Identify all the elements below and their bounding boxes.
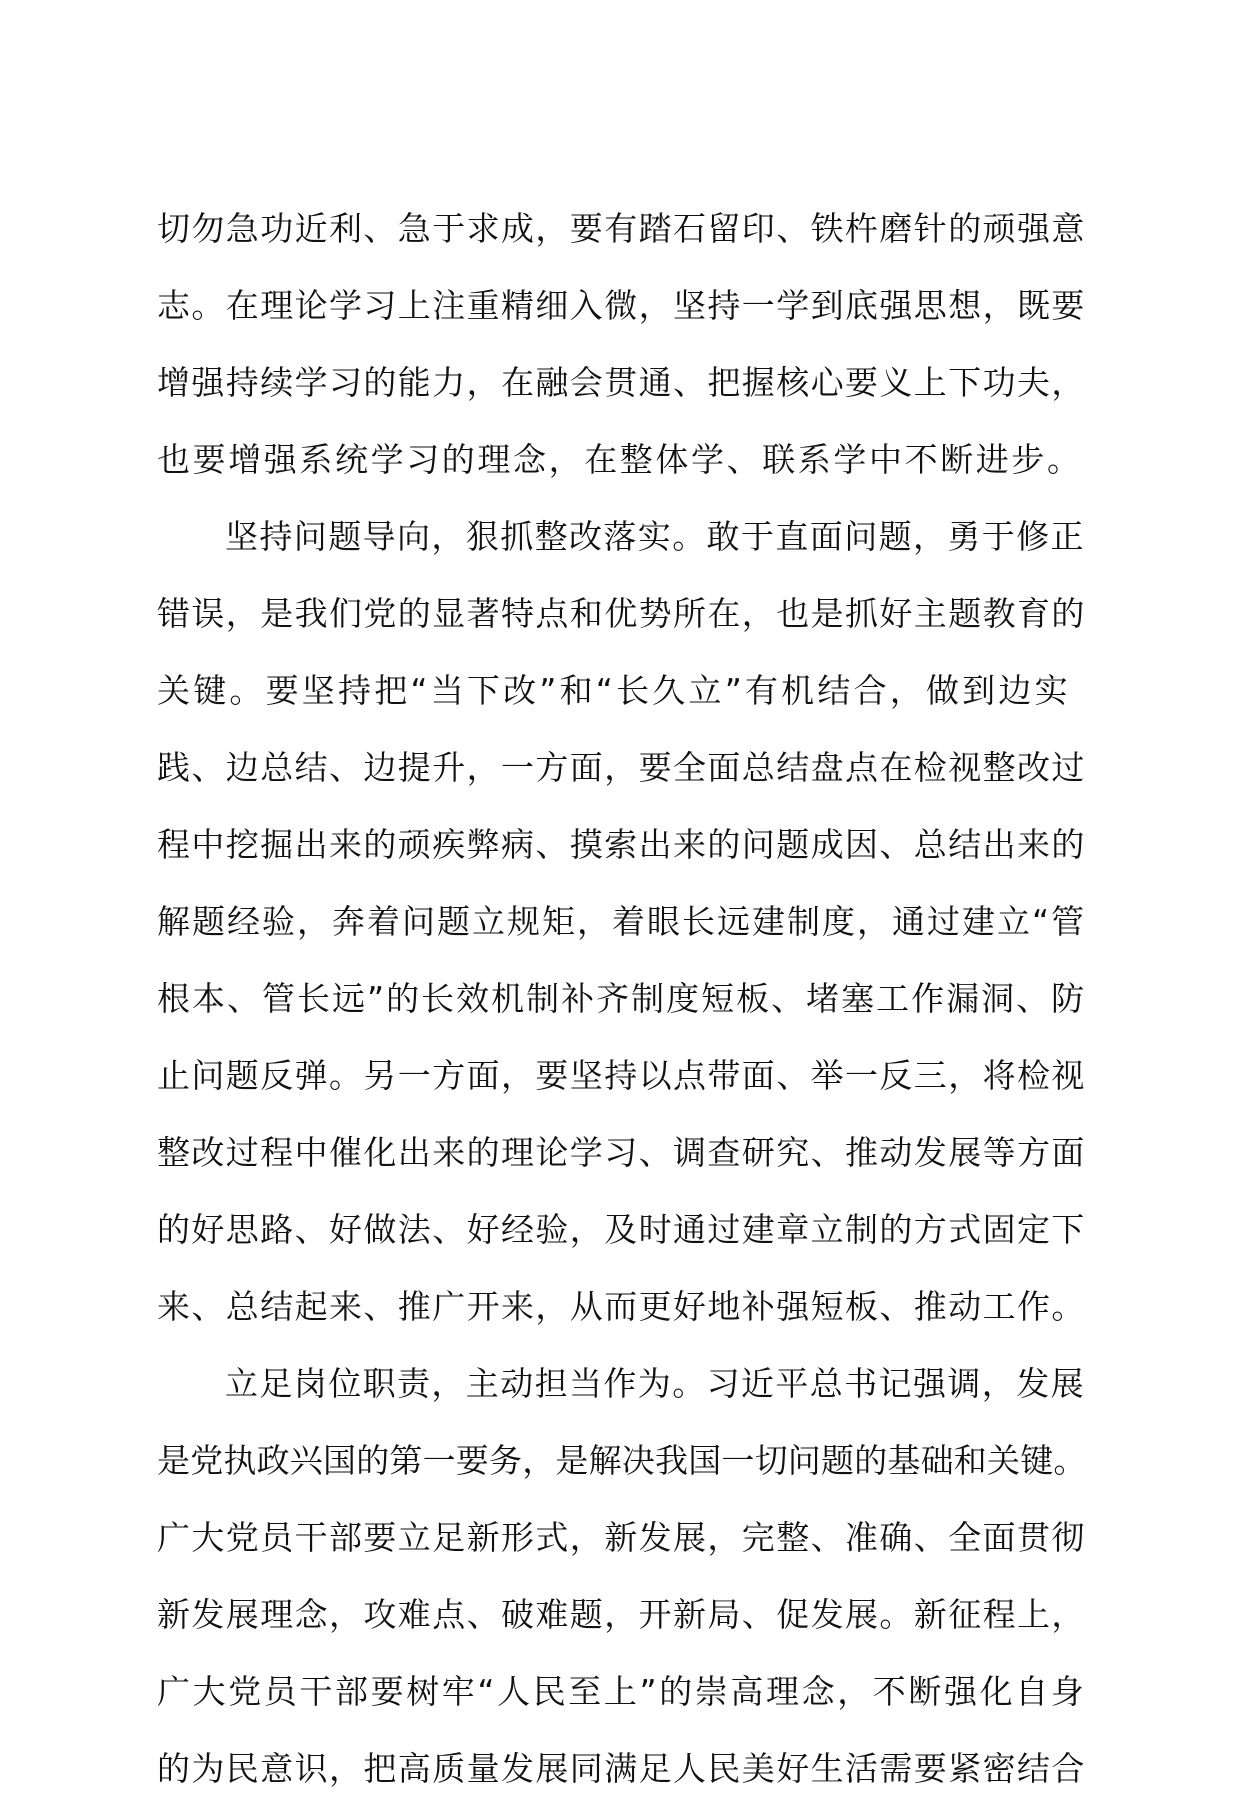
document-body [157,190,1087,1807]
text-line: 整改过程中催化出来的理论学习、调查研究、推动发展等方面 [157,1133,1086,1172]
text-line: 志。在理论学习上注重精细入微，坚持一学到底强思想，既要 [157,286,1086,325]
text-line: 新发展理念，攻难点、破难题，开新局、促发展。新征程上， [157,1595,1086,1634]
text-line: 也要增强系统学习的理念，在整体学、联系学中不断进步。 [157,440,1083,479]
text-line: 切勿急功近利、急于求成，要有踏石留印、铁杵磨针的顽强意 [157,209,1086,248]
text-line: 是党执政兴国的第一要务，是解决我国一切问题的基础和关键。 [157,1441,1087,1480]
text-line: 的为民意识，把高质量发展同满足人民美好生活需要紧密结合 [157,1749,1086,1788]
text-line: 增强持续学习的能力，在融会贯通、把握核心要义上下功夫， [157,363,1086,402]
text-line: 解题经验，奔着问题立规矩，着眼长远建制度，通过建立“管 [157,902,1087,941]
text-line: 错误，是我们党的显著特点和优势所在，也是抓好主题教育的 [157,594,1086,633]
text-line: 的好思路、好做法、好经验，及时通过建章立制的方式固定下 [157,1210,1086,1249]
text-line: 关键。要坚持把“当下改”和“长久立”有机结合，做到边实 [157,671,1071,710]
text-line: 坚持问题导向，狠抓整改落实。敢于直面问题，勇于修正 [225,517,1085,556]
text-line: 来、总结起来、推广开来，从而更好地补强短板、推动工作。 [157,1287,1086,1326]
text-line: 立足岗位职责，主动担当作为。习近平总书记强调，发展 [225,1364,1085,1403]
text-line: 广大党员干部要树牢“人民至上”的崇高理念，不断强化自身 [157,1672,1087,1711]
text-line: 程中挖掘出来的顽疾弊病、摸索出来的问题成因、总结出来的 [157,825,1086,864]
text-line: 根本、管长远”的长效机制补齐制度短板、堵塞工作漏洞、防 [157,979,1087,1018]
text-line: 践、边总结、边提升，一方面，要全面总结盘点在检视整改过 [157,748,1086,787]
text-line: 止问题反弹。另一方面，要坚持以点带面、举一反三，将检视 [157,1056,1086,1095]
text-line: 广大党员干部要立足新形式，新发展，完整、准确、全面贯彻 [157,1518,1086,1557]
